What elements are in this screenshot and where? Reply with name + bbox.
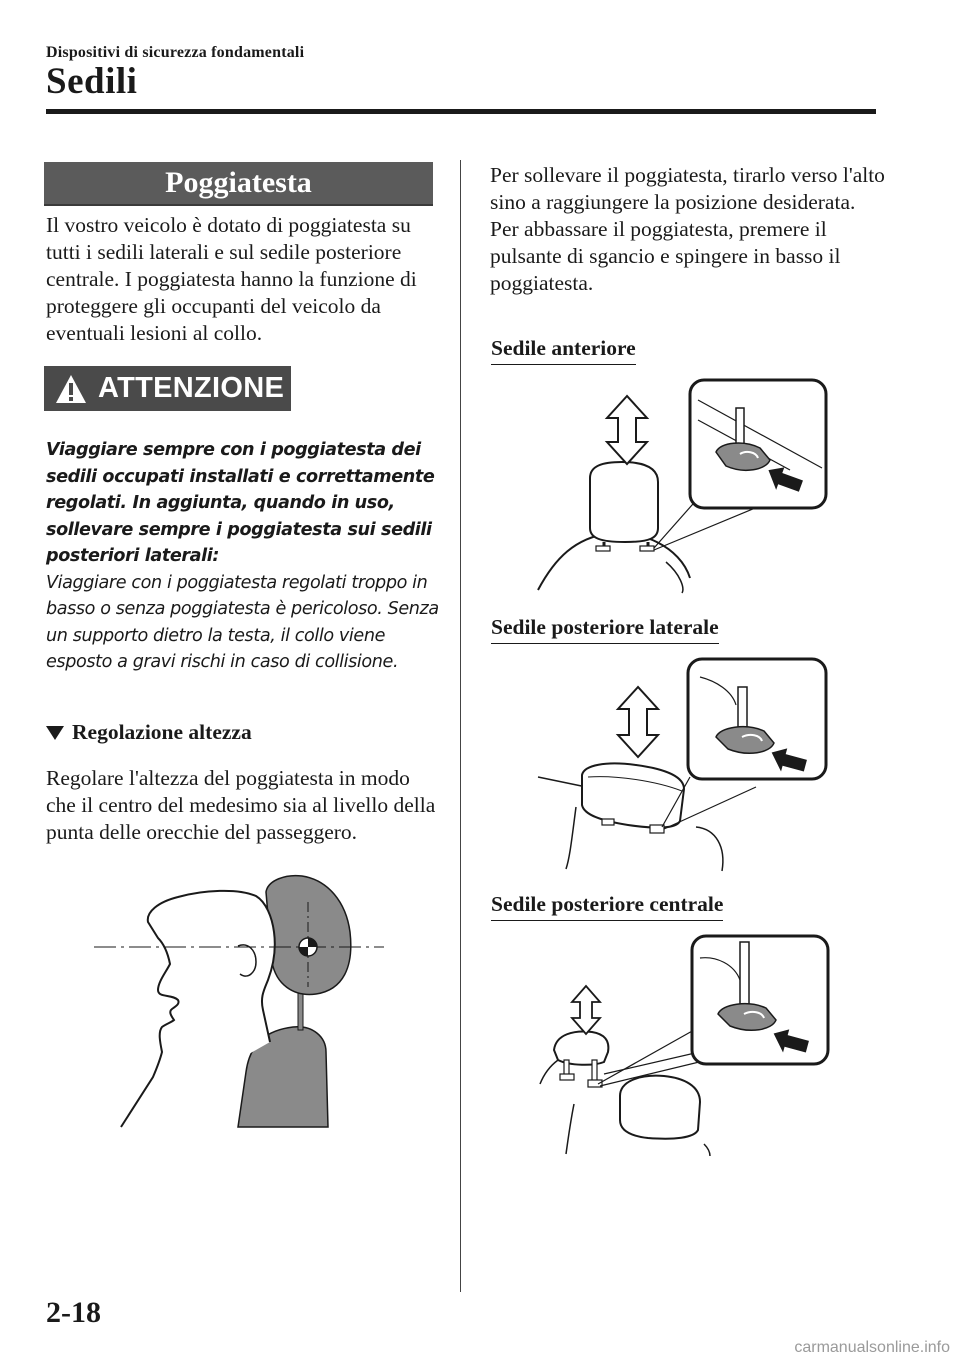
warning-label: ATTENZIONE (98, 372, 285, 404)
front-seat-illustration (530, 378, 830, 593)
triangle-bullet-icon (46, 726, 64, 740)
height-adjust-paragraph: Regolare l'altezza del poggiatesta in modo che il centro del medesimo sia al livello della punta delle orecchie del passeggero. (46, 766, 436, 844)
rear-center-seat-illustration (534, 934, 832, 1156)
warning-body-text: Viaggiare con i poggiatesta regolati troppo in basso o senza poggiatesta è pericoloso. Senza un supporto dietro la testa, il collo viene esposto a gravi rischi in caso di collisione. (46, 572, 439, 672)
label-rear-side-seat: Sedile posteriore laterale (491, 615, 719, 644)
warning-triangle-icon (44, 366, 98, 411)
page-number: 2-18 (46, 1296, 101, 1329)
page-title: Sedili (46, 61, 138, 102)
header-divider (46, 109, 876, 114)
rear-side-seat-illustration (536, 657, 830, 872)
head-position-illustration (88, 872, 388, 1132)
watermark: carmanualsonline.info (794, 1339, 950, 1356)
height-adjust-title: Regolazione altezza (72, 720, 252, 744)
warning-bold-text: Viaggiare sempre con i poggiatesta dei sedili occupati installati e correttamente regolati. In aggiunta, quando in uso, sollevare sempre i poggiatesta sui sedili posteriori laterali: (46, 440, 435, 566)
section-header: Dispositivi di sicurezza fondamentali (46, 44, 305, 61)
section-title-banner: Poggiatesta (44, 162, 433, 206)
column-divider (460, 160, 461, 1292)
label-front-seat: Sedile anteriore (491, 336, 636, 365)
adjust-instructions-paragraph: Per sollevare il poggiatesta, tirarlo verso l'alto sino a raggiungere la posizione desiderata. Per abbassare il poggiatesta, premere il pulsante di sgancio e spingere in basso il poggiatesta. (490, 163, 885, 295)
label-rear-center-seat: Sedile posteriore centrale (491, 892, 723, 921)
intro-paragraph: Il vostro veicolo è dotato di poggiatesta su tutti i sedili laterali e sul sedile posteriore centrale. I poggiatesta hanno la funzione di proteggere gli occupanti del veicolo da eventuali lesioni al collo. (46, 213, 417, 345)
height-adjust-heading (46, 720, 252, 745)
warning-text (46, 437, 446, 676)
warning-banner (44, 366, 291, 411)
